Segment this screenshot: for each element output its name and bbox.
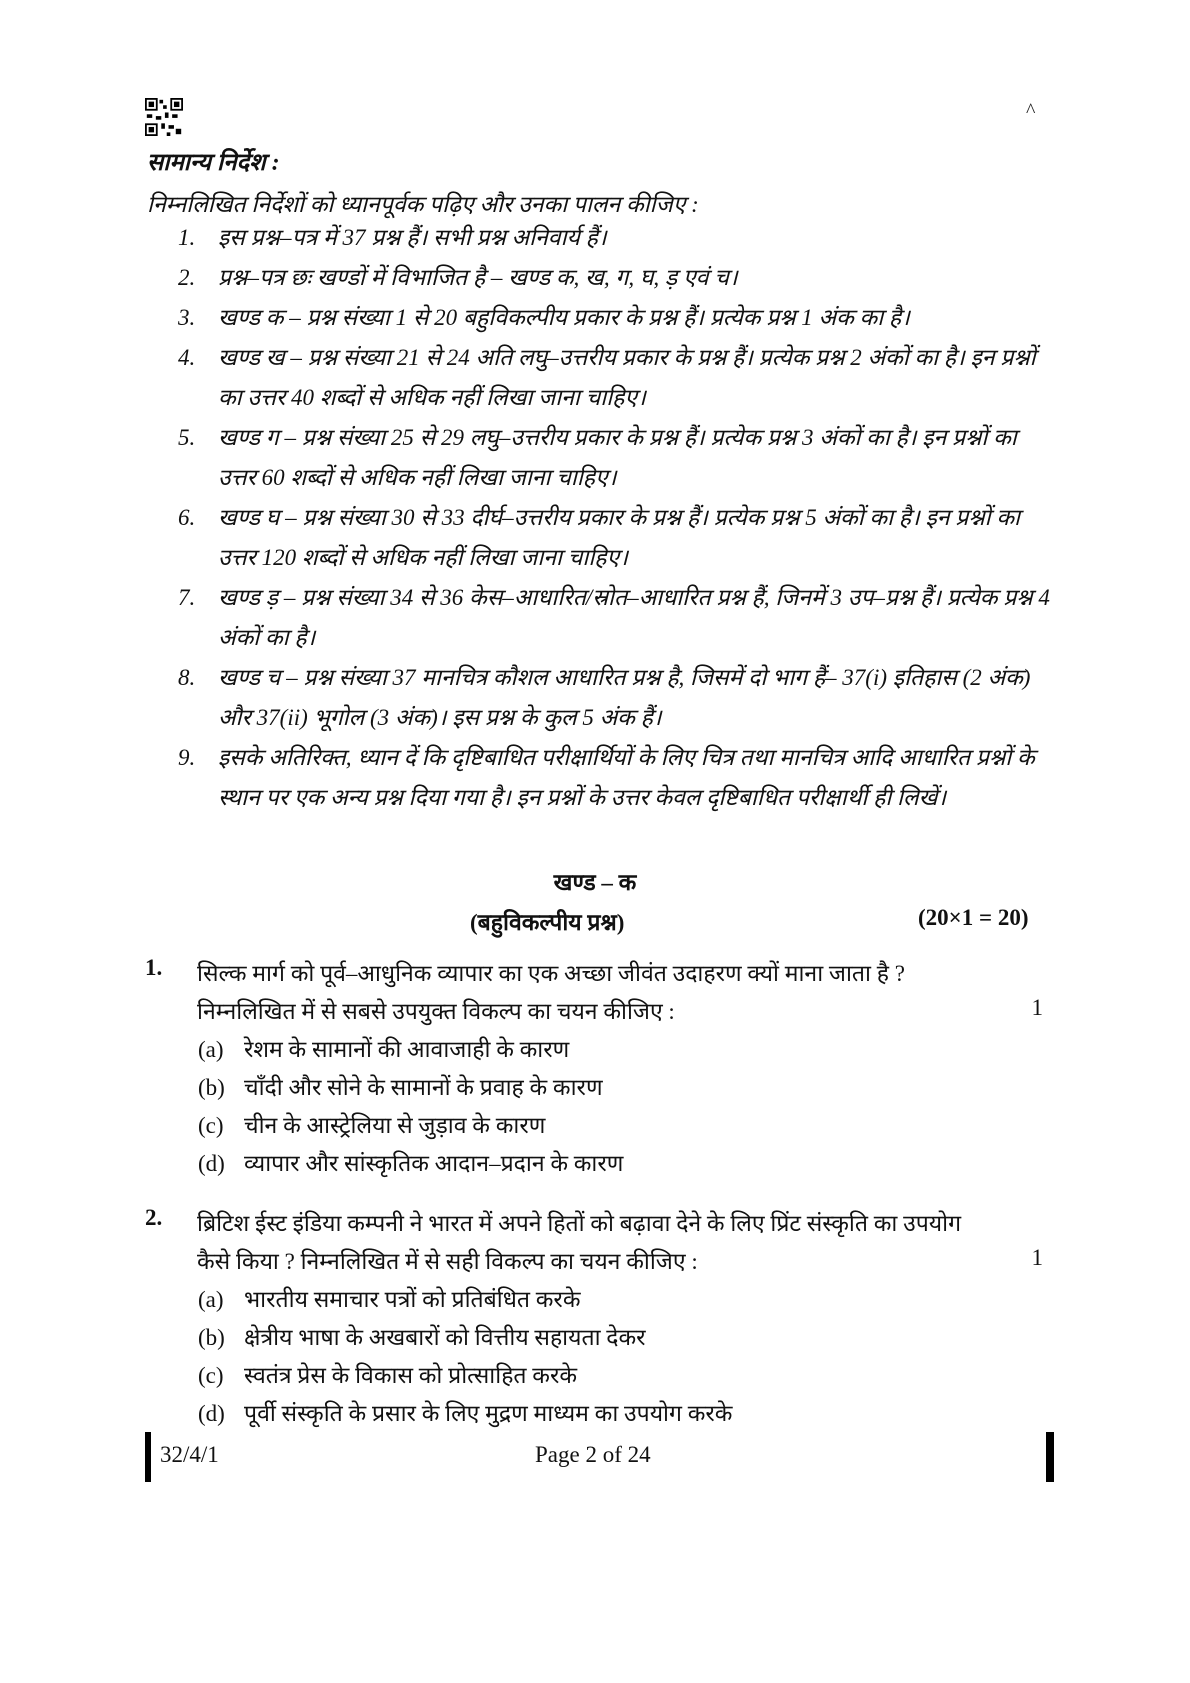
question-text: ब्रिटिश ईस्ट इंडिया कम्पनी ने भारत में अपने हितों को बढ़ावा देने के लिए प्रिंट संस्कृति का उपयोग कैसे किया ? निम्नलिखित में से सही विकल्प का चयन कीजिए : xyxy=(197,1211,962,1274)
footer-bar-right xyxy=(1046,1432,1054,1482)
instruction-item: 3. खण्ड क – प्रश्न संख्या 1 से 20 बहुविकल्पीय प्रकार के प्रश्न हैं। प्रत्येक प्रश्न 1 अंक का है। xyxy=(178,305,910,330)
general-instructions-intro: निम्नलिखित निर्देशों को ध्यानपूर्वक पढ़िए और उनका पालन कीजिए : xyxy=(147,192,699,217)
general-instructions-title: सामान्य निर्देश : xyxy=(147,150,280,176)
question-marks: 1 xyxy=(1031,995,1043,1020)
question-marks: 1 xyxy=(1031,1245,1043,1270)
option-d: (d) व्यापार और सांस्कृतिक आदान–प्रदान के कारण xyxy=(198,1151,624,1176)
caret-mark: ^ xyxy=(1026,100,1036,122)
instruction-item: 9. इसके अतिरिक्त, ध्यान दें कि दृष्टिबाधित परीक्षार्थियों के लिए चित्र तथा मानचित्र आदि आधारित प्रश्नों के स्थान पर एक अन्य प्रश्न दिया गया है। इन प्रश्नों के उत्तर केवल दृष्टिबाधित परीक्षार्थी ही लिखें। xyxy=(178,745,1035,810)
question-text: सिल्क मार्ग को पूर्व–आधुनिक व्यापार का एक अच्छा जीवंत उदाहरण क्यों माना जाता है ? निम्नलिखित में से सबसे उपयुक्त विकल्प का चयन कीजिए : xyxy=(197,961,905,1024)
option-d: (d) पूर्वी संस्कृति के प्रसार के लिए मुद्रण माध्यम का उपयोग करके xyxy=(198,1401,733,1426)
instruction-item: 5. खण्ड ग – प्रश्न संख्या 25 से 29 लघु–उत्तरीय प्रकार के प्रश्न हैं। प्रत्येक प्रश्न 3 अंकों का है। इन प्रश्नों का उत्तर 60 शब्दों से अधिक नहीं लिखा जाना चाहिए। xyxy=(178,425,1017,490)
question-2 xyxy=(145,1205,1055,1281)
paper-code: 32/4/1 xyxy=(160,1442,219,1467)
section-marks: (20×1 = 20) xyxy=(918,905,1029,930)
option-c: (c) चीन के आस्ट्रेलिया से जुड़ाव के कारण xyxy=(198,1113,546,1138)
page-number: Page 2 of 24 xyxy=(535,1442,651,1467)
instruction-item: 4. खण्ड ख – प्रश्न संख्या 21 से 24 अति लघु–उत्तरीय प्रकार के प्रश्न हैं। प्रत्येक प्रश्न 2 अंकों का है। इन प्रश्नों का उत्तर 40 शब्दों से अधिक नहीं लिखा जाना चाहिए। xyxy=(178,345,1036,410)
instruction-item: 8. खण्ड च – प्रश्न संख्या 37 मानचित्र कौशल आधारित प्रश्न है, जिसमें दो भाग हैं– 37(i) इतिहास (2 अंक) और 37(ii) भूगोल (3 अंक)। इस प्रश्न के कुल 5 अंक हैं। xyxy=(178,665,1031,730)
option-c: (c) स्वतंत्र प्रेस के विकास को प्रोत्साहित करके xyxy=(198,1363,578,1388)
footer-bar-left xyxy=(145,1432,151,1482)
question-number: 2. xyxy=(145,1205,163,1230)
section-subtitle: (बहुविकल्पीय प्रश्न) xyxy=(470,910,625,935)
instruction-item: 1. इस प्रश्न–पत्र में 37 प्रश्न हैं। सभी प्रश्न अनिवार्य हैं। xyxy=(178,225,607,250)
question-number: 1. xyxy=(145,955,163,980)
option-a: (a) रेशम के सामानों की आवाजाही के कारण xyxy=(198,1037,570,1062)
qr-code-icon xyxy=(145,98,183,136)
instruction-item: 2. प्रश्न–पत्र छः खण्डों में विभाजित है – खण्ड क, ख, ग, घ, ड़ एवं च। xyxy=(178,265,738,290)
option-b: (b) क्षेत्रीय भाषा के अखबारों को वित्तीय सहायता देकर xyxy=(198,1325,646,1350)
instruction-item: 6. खण्ड घ – प्रश्न संख्या 30 से 33 दीर्घ–उत्तरीय प्रकार के प्रश्न हैं। प्रत्येक प्रश्न 5 अंकों का है। इन प्रश्नों का उत्तर 120 शब्दों से अधिक नहीं लिखा जाना चाहिए। xyxy=(178,505,1020,570)
option-b: (b) चाँदी और सोने के सामानों के प्रवाह के कारण xyxy=(198,1075,603,1100)
option-a: (a) भारतीय समाचार पत्रों को प्रतिबंधित करके xyxy=(198,1287,581,1312)
question-1 xyxy=(145,955,1055,1031)
instruction-item: 7. खण्ड ड़ – प्रश्न संख्या 34 से 36 केस–आधारित/स्रोत–आधारित प्रश्न हैं, जिनमें 3 उप–प्रश्न हैं। प्रत्येक प्रश्न 4 अंकों का है। xyxy=(178,585,1050,650)
section-title: खण्ड – क xyxy=(553,870,637,895)
